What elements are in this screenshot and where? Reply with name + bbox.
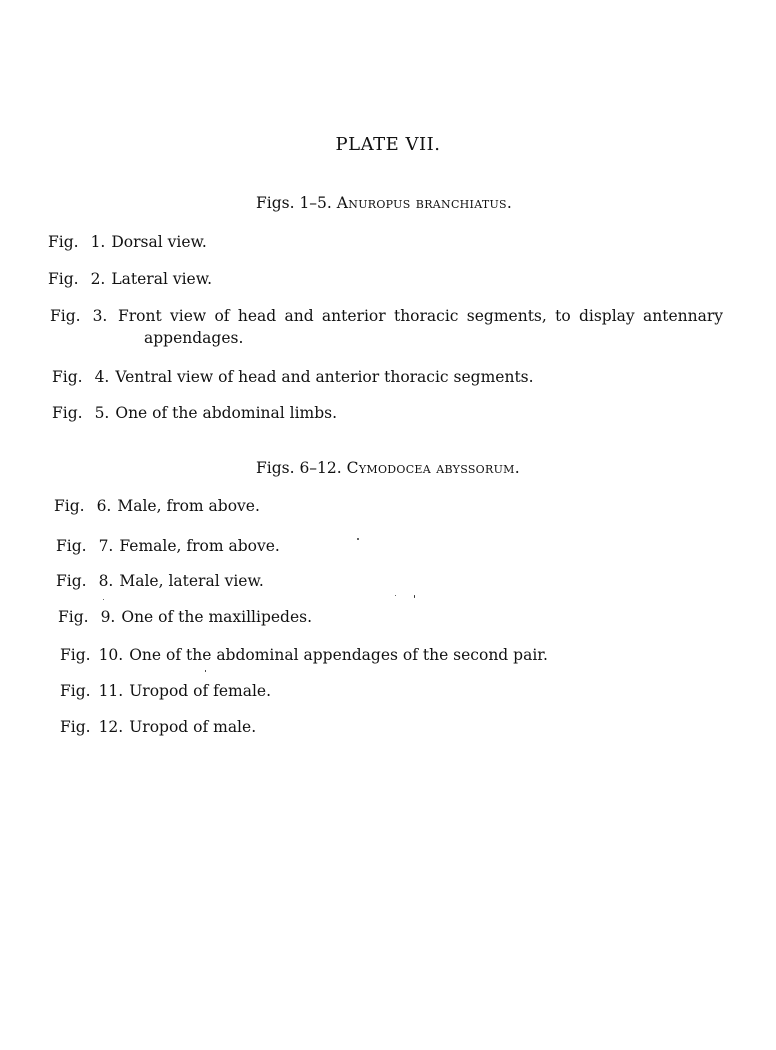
scan-speck <box>414 595 415 598</box>
figure-entry-12 <box>60 716 256 738</box>
fig-description: Female, from above. <box>119 537 280 555</box>
plate-title-text: PLATE VII. <box>335 134 441 155</box>
figure-entry-8 <box>56 570 264 592</box>
fig-number: 10. <box>98 646 124 664</box>
fig-label: Fig. <box>48 233 79 251</box>
fig-description: One of the abdominal appendages of the second pair. <box>129 646 548 664</box>
fig-label: Fig. <box>52 368 83 386</box>
fig-label: Fig. <box>50 307 81 325</box>
fig-number: 4. <box>94 368 110 386</box>
figure-entry-1 <box>48 231 207 253</box>
fig-label: Fig. <box>60 682 91 700</box>
fig-label: Fig. <box>48 270 79 288</box>
figure-entry-4 <box>52 366 534 388</box>
figure-entry-6 <box>54 495 260 517</box>
fig-description: Uropod of male. <box>129 718 257 736</box>
fig-description: Dorsal view. <box>111 233 207 251</box>
fig-number: 1. <box>90 233 106 251</box>
fig-label: Fig. <box>52 404 83 422</box>
fig-description: Uropod of female. <box>129 682 272 700</box>
scan-speck <box>395 595 396 596</box>
fig-number: 8. <box>98 572 114 590</box>
plate-title <box>0 134 776 155</box>
section-heading-prefix: Figs. 1–5. <box>256 194 332 212</box>
section-heading-prefix: Figs. 6–12. <box>256 459 342 477</box>
figure-entry-9 <box>58 606 312 628</box>
fig-description: Male, lateral view. <box>119 572 264 590</box>
fig-number: 2. <box>90 270 106 288</box>
fig-number: 5. <box>94 404 110 422</box>
species-name: Cymodocea abyssorum. <box>346 459 520 477</box>
fig-number: 3. <box>92 307 108 325</box>
figure-entry-7 <box>56 535 280 557</box>
fig-description: Front view of head and anterior thoracic segments, to display antennary <box>118 307 723 325</box>
scan-speck <box>205 670 206 672</box>
figure-entry-3 <box>50 305 726 351</box>
figure-entry-11 <box>60 680 271 702</box>
section-heading-anuropus <box>256 194 512 212</box>
fig-label: Fig. <box>58 608 89 626</box>
figure-entry-2 <box>48 268 212 290</box>
species-name: Anuropus branchiatus. <box>336 194 513 212</box>
fig-description: Lateral view. <box>111 270 213 288</box>
fig-description-continued: appendages. <box>144 329 244 347</box>
scan-speck <box>357 538 359 540</box>
fig-description: Male, from above. <box>117 497 260 515</box>
fig-number: 12. <box>98 718 124 736</box>
fig-number: 7. <box>98 537 114 555</box>
fig-label: Fig. <box>60 718 91 736</box>
fig-number: 9. <box>100 608 116 626</box>
fig-number: 6. <box>96 497 112 515</box>
fig-label: Fig. <box>56 572 87 590</box>
figure-entry-5 <box>52 402 337 424</box>
section-heading-cymodocea <box>256 459 520 477</box>
scan-speck <box>103 599 104 600</box>
fig-description: Ventral view of head and anterior thoracic segments. <box>115 368 534 386</box>
fig-label: Fig. <box>54 497 85 515</box>
fig-label: Fig. <box>60 646 91 664</box>
figure-entry-10 <box>60 644 548 666</box>
fig-number: 11. <box>98 682 124 700</box>
fig-description: One of the maxillipedes. <box>121 608 313 626</box>
fig-label: Fig. <box>56 537 87 555</box>
fig-description: One of the abdominal limbs. <box>115 404 338 422</box>
